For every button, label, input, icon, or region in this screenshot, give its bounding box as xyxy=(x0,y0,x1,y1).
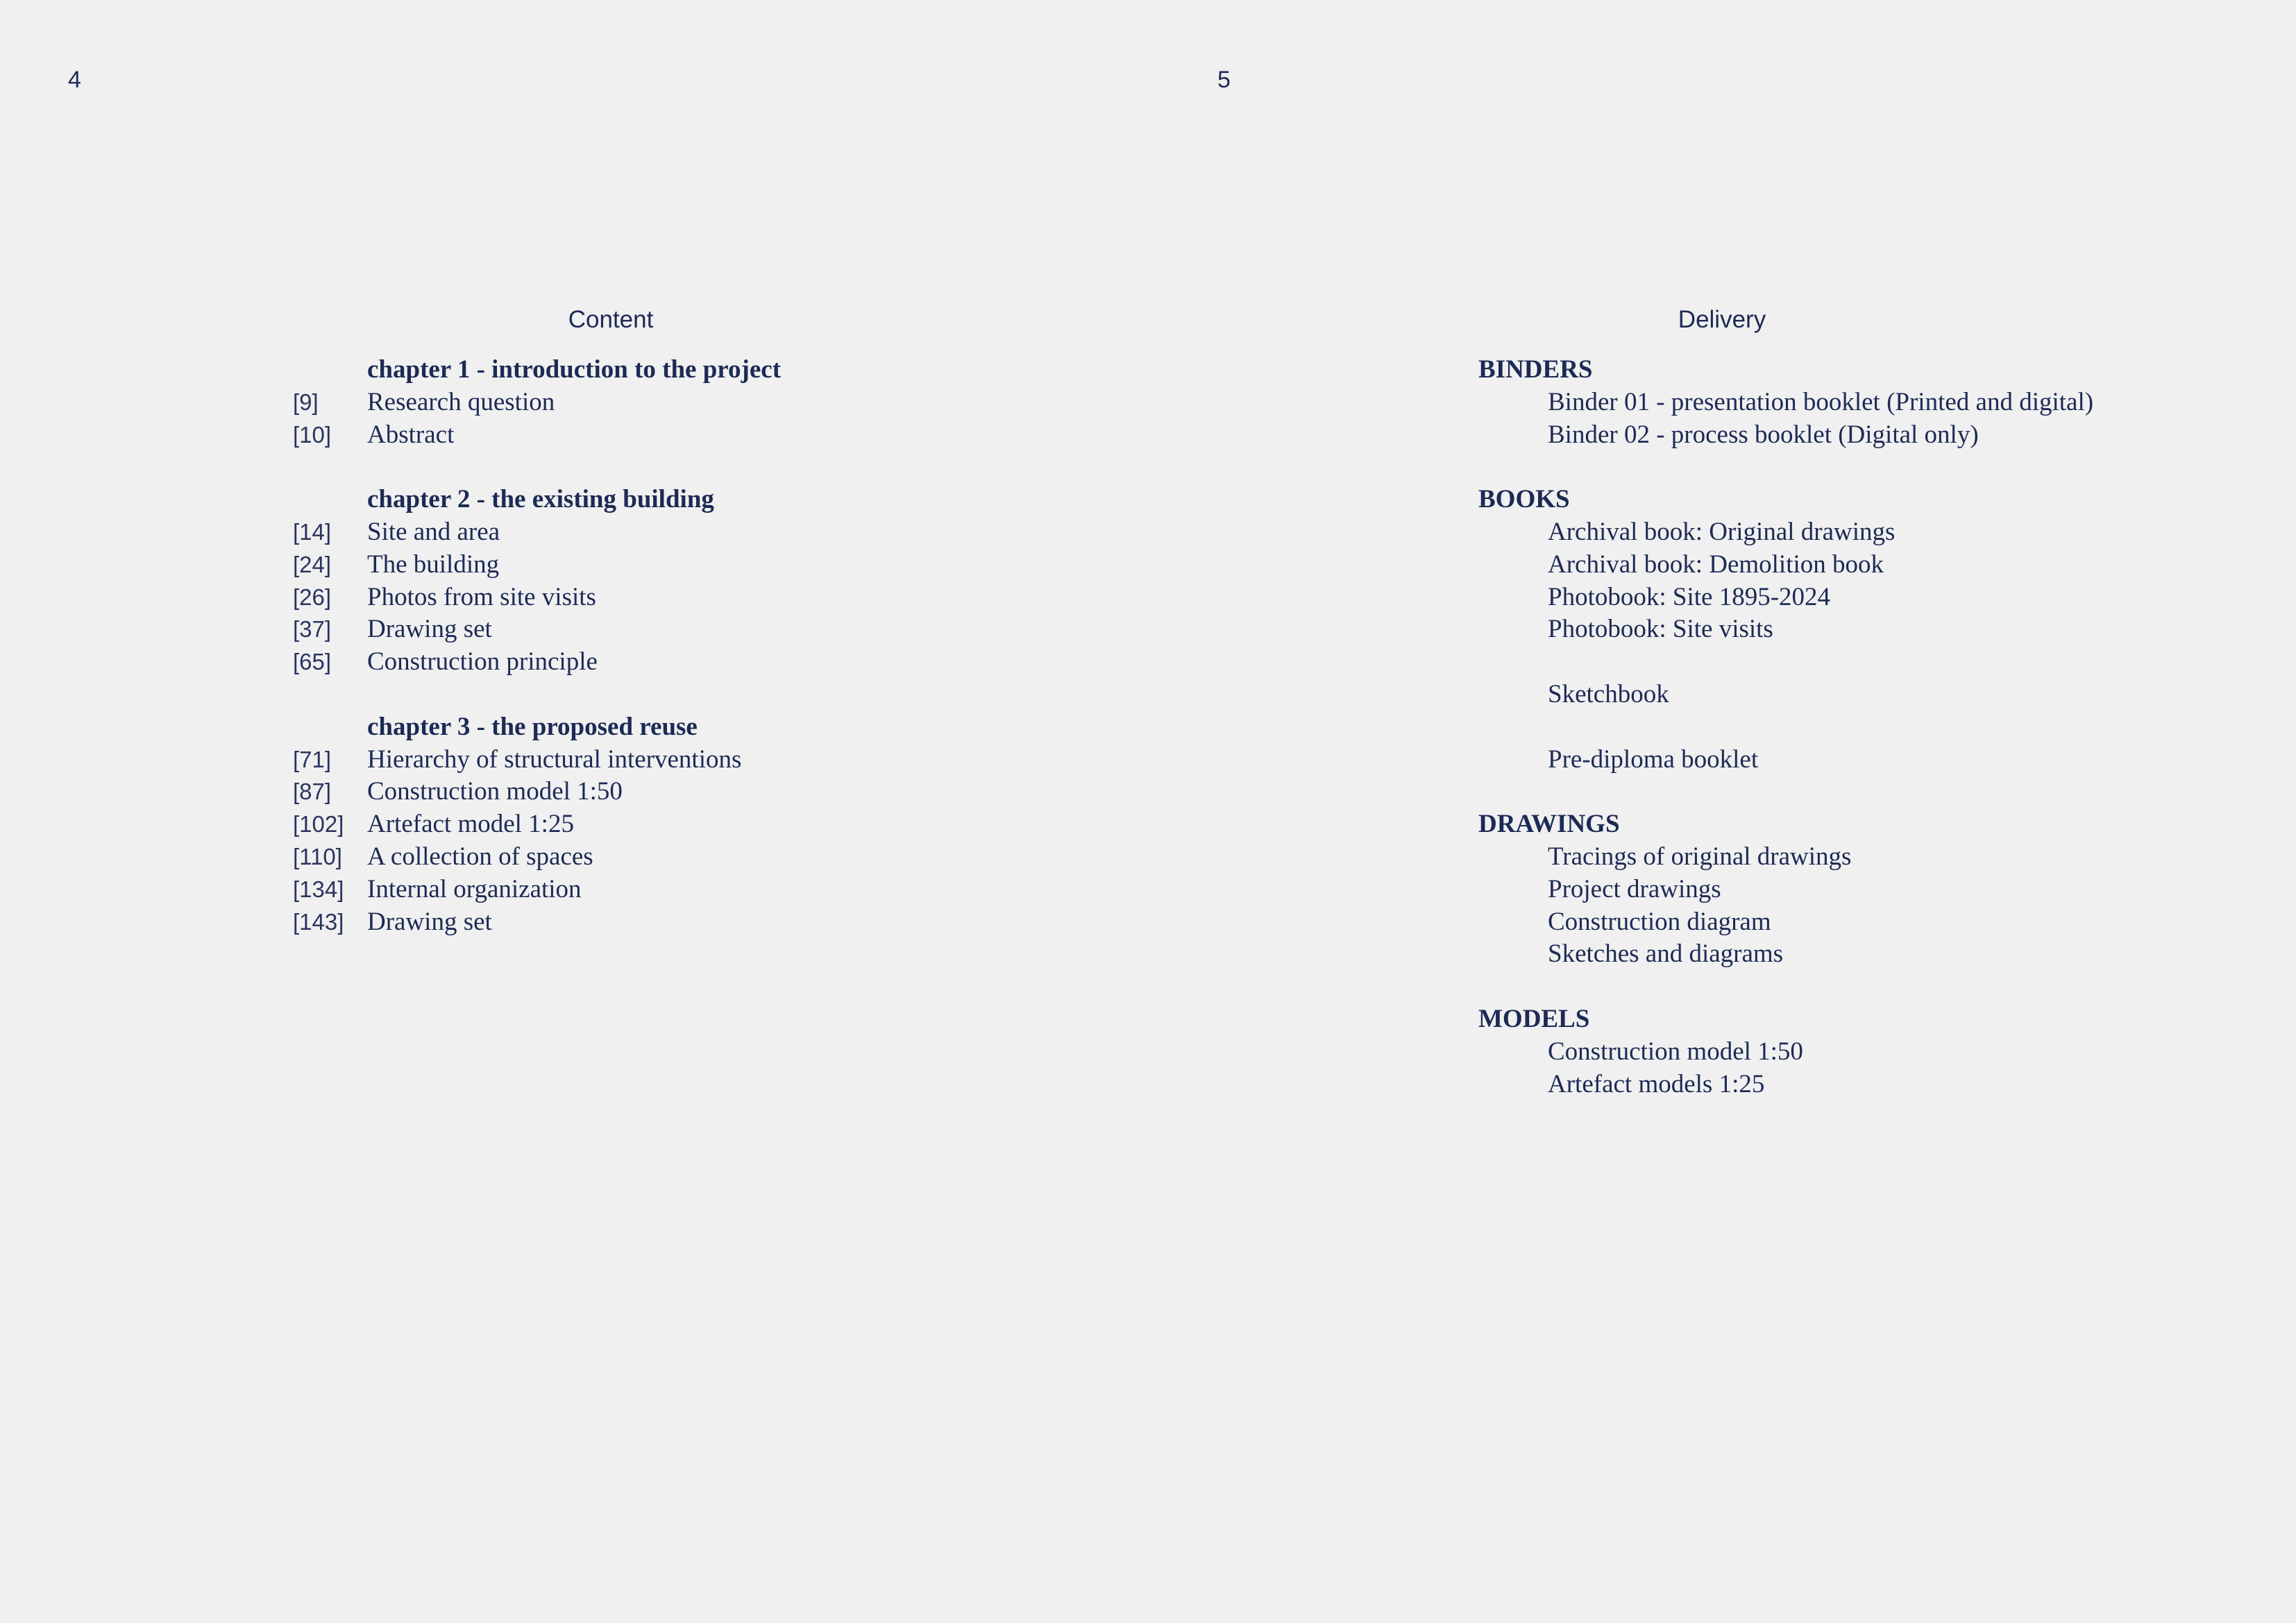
toc-entry-title: Abstract xyxy=(367,420,455,449)
chapter-title: chapter 3 - the proposed reuse xyxy=(367,712,698,741)
toc-entry xyxy=(293,386,918,419)
delivery-item xyxy=(1478,419,2242,452)
spacer xyxy=(1478,711,2242,744)
page-number-right: 5 xyxy=(1217,67,1231,93)
delivery-item-label: Artefact models 1:25 xyxy=(1548,1069,1765,1098)
delivery-category xyxy=(1478,354,2242,386)
delivery-category-title: DRAWINGS xyxy=(1478,810,1620,839)
delivery-item xyxy=(1478,1069,2242,1101)
delivery-item-label: Construction model 1:50 xyxy=(1548,1037,1803,1066)
toc-page-number: [87] xyxy=(293,779,332,805)
delivery-item-label: Pre-diploma booklet xyxy=(1548,745,1759,774)
delivery-item xyxy=(1478,1036,2242,1069)
toc-page-number: [110] xyxy=(293,843,342,869)
toc-entry xyxy=(293,581,918,614)
delivery-item xyxy=(1478,386,2242,419)
delivery-item-label: Binder 01 - presentation booklet (Printed and digital) xyxy=(1548,387,2094,416)
delivery-list xyxy=(1478,354,2242,1101)
delivery-category-title: MODELS xyxy=(1478,1004,1590,1033)
delivery-item xyxy=(1478,744,2242,776)
chapter-heading xyxy=(293,354,918,386)
delivery-category xyxy=(1478,484,2242,516)
delivery-category-title: BOOKS xyxy=(1478,485,1570,514)
toc-entry xyxy=(293,419,918,452)
delivery-item-label: Project drawings xyxy=(1548,874,1721,903)
content-list xyxy=(293,354,918,938)
toc-entry-title: Construction model 1:50 xyxy=(367,777,623,806)
toc-entry xyxy=(293,516,918,549)
toc-page-number: [143] xyxy=(293,908,344,935)
toc-entry xyxy=(293,906,918,939)
toc-page-number: [65] xyxy=(293,649,332,675)
toc-entry xyxy=(293,744,918,776)
chapter-heading xyxy=(293,711,918,744)
delivery-item xyxy=(1478,549,2242,581)
toc-page-number: [10] xyxy=(293,421,332,448)
chapter-title: chapter 1 - introduction to the project xyxy=(367,355,782,384)
toc-entry-title: The building xyxy=(367,550,500,579)
delivery-item xyxy=(1478,516,2242,549)
delivery-item xyxy=(1478,841,2242,874)
toc-entry xyxy=(293,841,918,874)
spacer xyxy=(1478,776,2242,808)
delivery-item xyxy=(1478,581,2242,614)
delivery-item-label: Sketches and diagrams xyxy=(1548,940,1784,969)
toc-page-number: [102] xyxy=(293,811,344,838)
chapter-heading xyxy=(293,484,918,516)
delivery-item-label: Archival book: Demolition book xyxy=(1548,550,1884,579)
spacer xyxy=(293,679,918,711)
toc-entry-title: Hierarchy of structural interventions xyxy=(367,745,742,774)
delivery-category xyxy=(1478,808,2242,841)
toc-entry-title: Drawing set xyxy=(367,615,492,644)
delivery-title: Delivery xyxy=(1678,306,1766,333)
toc-page-number: [24] xyxy=(293,551,332,577)
toc-entry xyxy=(293,776,918,808)
delivery-category-title: BINDERS xyxy=(1478,355,1593,384)
spacer xyxy=(1478,971,2242,1003)
toc-entry xyxy=(293,613,918,646)
toc-entry-title: Internal organization xyxy=(367,874,582,903)
toc-page-number: [134] xyxy=(293,876,344,902)
spacer xyxy=(1478,451,2242,484)
toc-page-number: [37] xyxy=(293,616,332,643)
toc-page-number: [26] xyxy=(293,584,332,610)
delivery-item-label: Sketchbook xyxy=(1548,679,1669,708)
toc-page-number: [9] xyxy=(293,389,319,415)
delivery-item xyxy=(1478,938,2242,971)
toc-entry-title: Construction principle xyxy=(367,647,598,677)
page-number-left: 4 xyxy=(68,67,81,93)
toc-entry-title: A collection of spaces xyxy=(367,842,593,871)
toc-entry-title: Artefact model 1:25 xyxy=(367,810,574,839)
delivery-item xyxy=(1478,874,2242,906)
delivery-item-label: Photobook: Site visits xyxy=(1548,615,1773,644)
toc-entry-title: Research question xyxy=(367,387,555,416)
toc-entry xyxy=(293,549,918,581)
delivery-item-label: Archival book: Original drawings xyxy=(1548,517,1896,546)
toc-entry xyxy=(293,646,918,679)
delivery-item-label: Tracings of original drawings xyxy=(1548,842,1852,871)
toc-entry-title: Drawing set xyxy=(367,907,492,936)
delivery-item xyxy=(1478,906,2242,939)
toc-entry-title: Photos from site visits xyxy=(367,582,596,611)
chapter-title: chapter 2 - the existing building xyxy=(367,485,714,514)
toc-entry xyxy=(293,808,918,841)
toc-page-number: [14] xyxy=(293,518,332,545)
delivery-category xyxy=(1478,1003,2242,1036)
spacer xyxy=(1478,646,2242,679)
toc-page-number: [71] xyxy=(293,746,332,772)
delivery-item xyxy=(1478,613,2242,646)
toc-entry-title: Site and area xyxy=(367,517,500,546)
delivery-item-label: Photobook: Site 1895-2024 xyxy=(1548,582,1831,611)
toc-entry xyxy=(293,874,918,906)
spacer xyxy=(293,451,918,484)
delivery-item-label: Binder 02 - process booklet (Digital only) xyxy=(1548,420,1979,449)
content-title: Content xyxy=(568,306,654,333)
delivery-item xyxy=(1478,679,2242,711)
delivery-item-label: Construction diagram xyxy=(1548,907,1771,936)
